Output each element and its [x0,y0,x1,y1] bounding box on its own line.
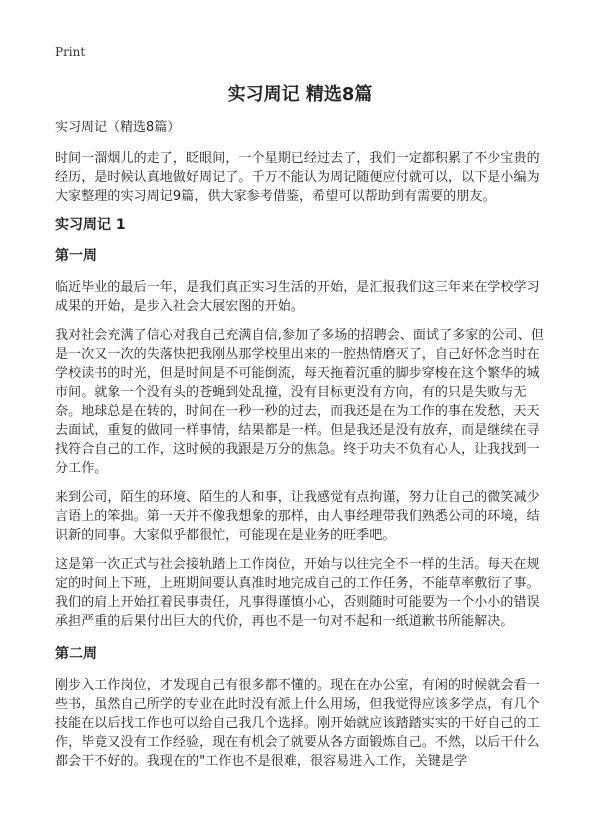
page-title: 实习周记 精选8篇 [227,84,373,105]
paragraph: 我对社会充满了信心对我自己充满自信,参加了多场的招聘会、面试了多家的公司、但是一次又一次的失落快把我刚丛那学校里出来的一腔热情磨灭了，自己好怀念当时在学校读书的时光，但是时间是不可能倒流，每天拖着沉重的脚步穿梭在这个繁华的城市间。就象一个没有头的苍蝇到处乱撞，没有目标更没有方向，有的只是失败与无奈。地球总是在转的，时间在一秒一秒的过去，而我还是在为工作的事在发愁，天天去面试，重复的做同一样事情，结果都是一样。但是我还是没有放弃，而是继续在寻找符合自己的工作，这时候的我跟是万分的焦急。终于功夫不负有心人，让我找到一分工作。 [55,328,544,476]
paragraph: 来到公司，陌生的环境、陌生的人和事，让我感觉有点拘谨，努力让自己的微笑减少言语上的笨拙。第一天并不像我想象的那样，由人事经理带我们熟悉公司的环境，结识新的同事。大家似乎都很忙，可能现在是业务的旺季吧。 [55,490,540,543]
paragraph: 刚步入工作岗位，才发现自己有很多都不懂的。现在在办公室，有闲的时候就会看一些书，虽然自己所学的专业在此时没有派上什么用场，但我觉得应该多学点，有几个技能在以后找工作也可以给自己我几个选择。刚开始就应该踏踏实实的干好自己的工作，毕竟又没有工作经验，现在有机会了就要从各方面锻炼自己。不然，以后干什么都会干不好的。我现在的"工作也不是很难，很容易进入工作，关键是学 [55,678,540,769]
week-heading: 第二周 [55,646,97,662]
article-body [55,119,547,781]
intro-paragraph: 时间一溜烟儿的走了，眨眼间，一个星期已经过去了，我们一定都积累了不少宝贵的经历，是时候认真地做好周记了。千万不能认为周记随便应付就可以，以下是小编为大家整理的实习周记9篇，供大家参考借鉴，希望可以帮助到有需要的朋友。 [55,151,540,204]
paragraph: 临近毕业的最后一年，是我们真正实习生活的开始，是汇报我们这三年来在学校学习成果的开始，是步入社会大展宏图的开始。 [55,280,540,314]
print-link[interactable]: Print [55,45,86,59]
section-heading: 实习周记 1 [55,217,126,233]
article-subtitle: 实习周记（精选8篇） [55,120,181,135]
week-heading: 第一周 [55,248,97,264]
paragraph: 这是第一次正式与社会接轨踏上工作岗位，开始与以往完全不一样的生活。每天在规定的时间上下班，上班期间要认真准时地完成自己的工作任务，不能草率敷衍了事。我们的肩上开始扛着民事责任，凡事得谨慎小心，否则随时可能要为一个小小的错误承担严重的后果付出巨大的代价，再也不是一句对不起和一纸道歉书所能解决。 [55,557,540,629]
